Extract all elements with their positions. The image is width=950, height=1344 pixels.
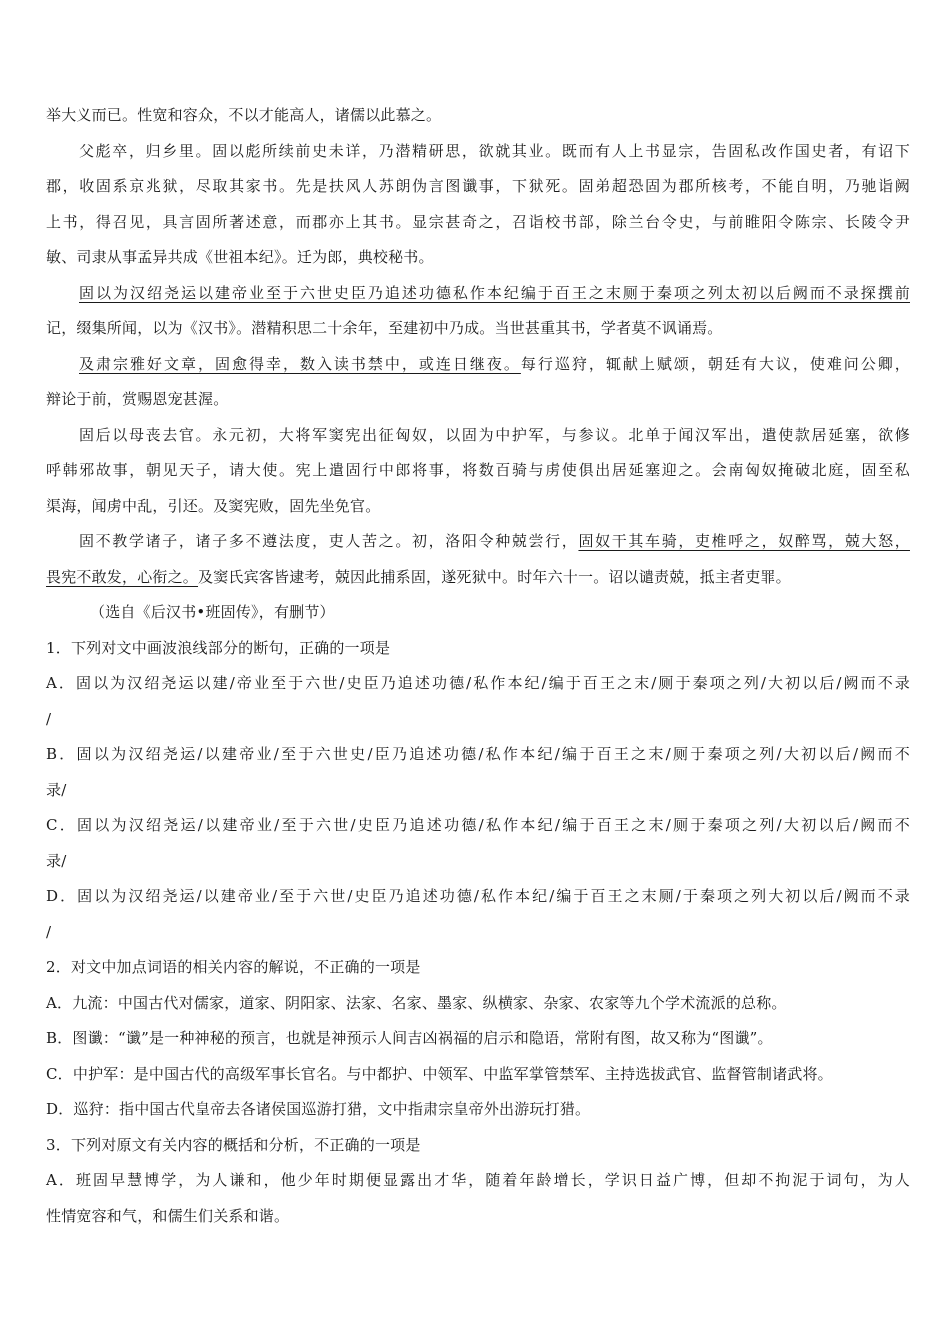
option-b: B．固以为汉绍尧运/以建帝业/至于六世史/臣乃追述功德/私作本纪/编于百王之末/厕于秦项之列/大初以后/阙而不 (46, 745, 910, 763)
passage-line: 郡，收固系京兆狱，尽取其家书。先是扶风人苏朗伪言图谶事，下狱死。固弟超恐固为郡所核考，不能自明，乃驰诣阙 (46, 177, 910, 195)
question-stem: 3．下列对原文有关内容的概括和分析，不正确的一项是 (46, 1135, 421, 1154)
option-b-cont: 录/ (46, 780, 67, 799)
passage-text: 每行巡狩，辄献上赋颂，朝廷有大议，使难问公卿， (520, 354, 910, 373)
option-a: A．班固早慧博学，为人谦和，他少年时期便显露出才华，随着年龄增长，学识日益广博，但却不拘泥于词句，为人 (46, 1171, 910, 1189)
passage-line: 呼韩邪故事，朝见天子，请大使。宪上遣固行中郎将事，将数百骑与虏使俱出居延塞迎之。会南匈奴掩破北庭，固至私 (46, 461, 910, 479)
passage-line: 举大义而已。性宽和容众，不以才能高人，诸儒以此慕之。 (46, 106, 442, 124)
wavy-underlined-text: 固以为汉绍尧运以建帝业至于六世史臣乃追述功德私作本纪编于百王之末厕于秦项之列太初以后阙而不录探撰前 (79, 283, 910, 302)
question-stem: 2．对文中加点词语的相关内容的解说，不正确的一项是 (46, 958, 421, 976)
option-a-cont: 性情宽容和气，和儒生们关系和谐。 (46, 1206, 290, 1225)
option-a: A．九流：中国古代对儒家，道家、阴阳家、法家、名家、墨家、纵横家、杂家、农家等九个学术流派的总称。 (46, 993, 787, 1012)
passage-line (46, 347, 910, 383)
underlined-sentence: 及肃宗雅好文章，固愈得幸，数入读书禁中，或连日继夜。 (79, 354, 521, 373)
option-d-cont: / (46, 922, 52, 941)
passage-line: 固后以母丧去官。永元初，大将军窦宪出征匈奴，以固为中护军，与参议。北单于闻汉军出，遣使款居延塞，欲修 (79, 425, 910, 444)
passage-text: 固不教学诸子，诸子多不遵法度，吏人苦之。初，洛阳令种兢尝行， (79, 532, 579, 550)
wavy-underlined-line (46, 276, 910, 312)
underlined-sentence: 畏宪不敢发，心衔之。 (46, 567, 199, 586)
passage-line: 辩论于前，赏赐恩宠甚渥。 (46, 390, 229, 408)
passage-line: 渠海，闻虏中乱，引还。及窦宪败，固先坐免官。 (46, 496, 381, 515)
passage-line: 上书，得召见，具言固所著述意，而郡亦上其书。显宗甚奇之，召诣校书部，除兰台令史，与前睢阳令陈宗、长陵令尹 (46, 212, 910, 231)
question-stem: 1．下列对文中画波浪线部分的断句，正确的一项是 (46, 638, 391, 657)
passage-line: 记，缀集所闻，以为《汉书》。潜精积思二十余年，至建初中乃成。当世甚重其书，学者莫不讽诵焉。 (46, 319, 723, 337)
passage-source: （选自《后汉书•班固传》，有删节） (90, 603, 335, 621)
option-a-cont: / (46, 709, 52, 728)
option-b: B．图谶：“谶”是一种神秘的预言，也就是神预示人间吉凶祸福的启示和隐语，常附有图，故又称为“图谶”。 (46, 1029, 773, 1047)
document-page (46, 98, 910, 1234)
option-c-cont: 录/ (46, 851, 67, 870)
passage-line: 父彪卒，归乡里。固以彪所续前史未详，乃潜精研思，欲就其业。既而有人上书显宗，告固私改作国史者，有诏下 (79, 141, 910, 160)
option-c: C．中护军：是中国古代的高级军事长官名。与中都护、中领军、中监军掌管禁军、主持选拔武官、监督管制诸武将。 (46, 1064, 833, 1083)
passage-line (46, 560, 910, 596)
option-a: A．固以为汉绍尧运以建/帝业至于六世/史臣乃追述功德/私作本纪/编于百王之末/厕于秦项之列/大初以后/阙而不录 (46, 674, 910, 692)
passage-line (46, 524, 910, 560)
option-d: D．巡狩：指中国古代皇帝去各诸侯国巡游打猎，文中指肃宗皇帝外出游玩打猎。 (46, 1100, 591, 1118)
option-d: D．固以为汉绍尧运/以建帝业/至于六世/史臣乃追述功德/私作本纪/编于百王之末厕/于秦项之列大初以后/阙而不录 (46, 887, 910, 905)
option-c: C．固以为汉绍尧运/以建帝业/至于六世/史臣乃追述功德/私作本纪/编于百王之末/厕于秦项之列/大初以后/阙而不 (46, 816, 910, 834)
passage-text: 及窦氏宾客皆逮考，兢因此捕系固，遂死狱中。时年六十一。诏以谴责兢，抵主者吏罪。 (198, 567, 791, 586)
underlined-sentence: 固奴干其车骑，吏椎呼之，奴醉骂，兢大怒， (578, 532, 910, 550)
passage-line: 敏、司隶从事孟异共成《世祖本纪》。迁为郎，典校秘书。 (46, 248, 434, 266)
